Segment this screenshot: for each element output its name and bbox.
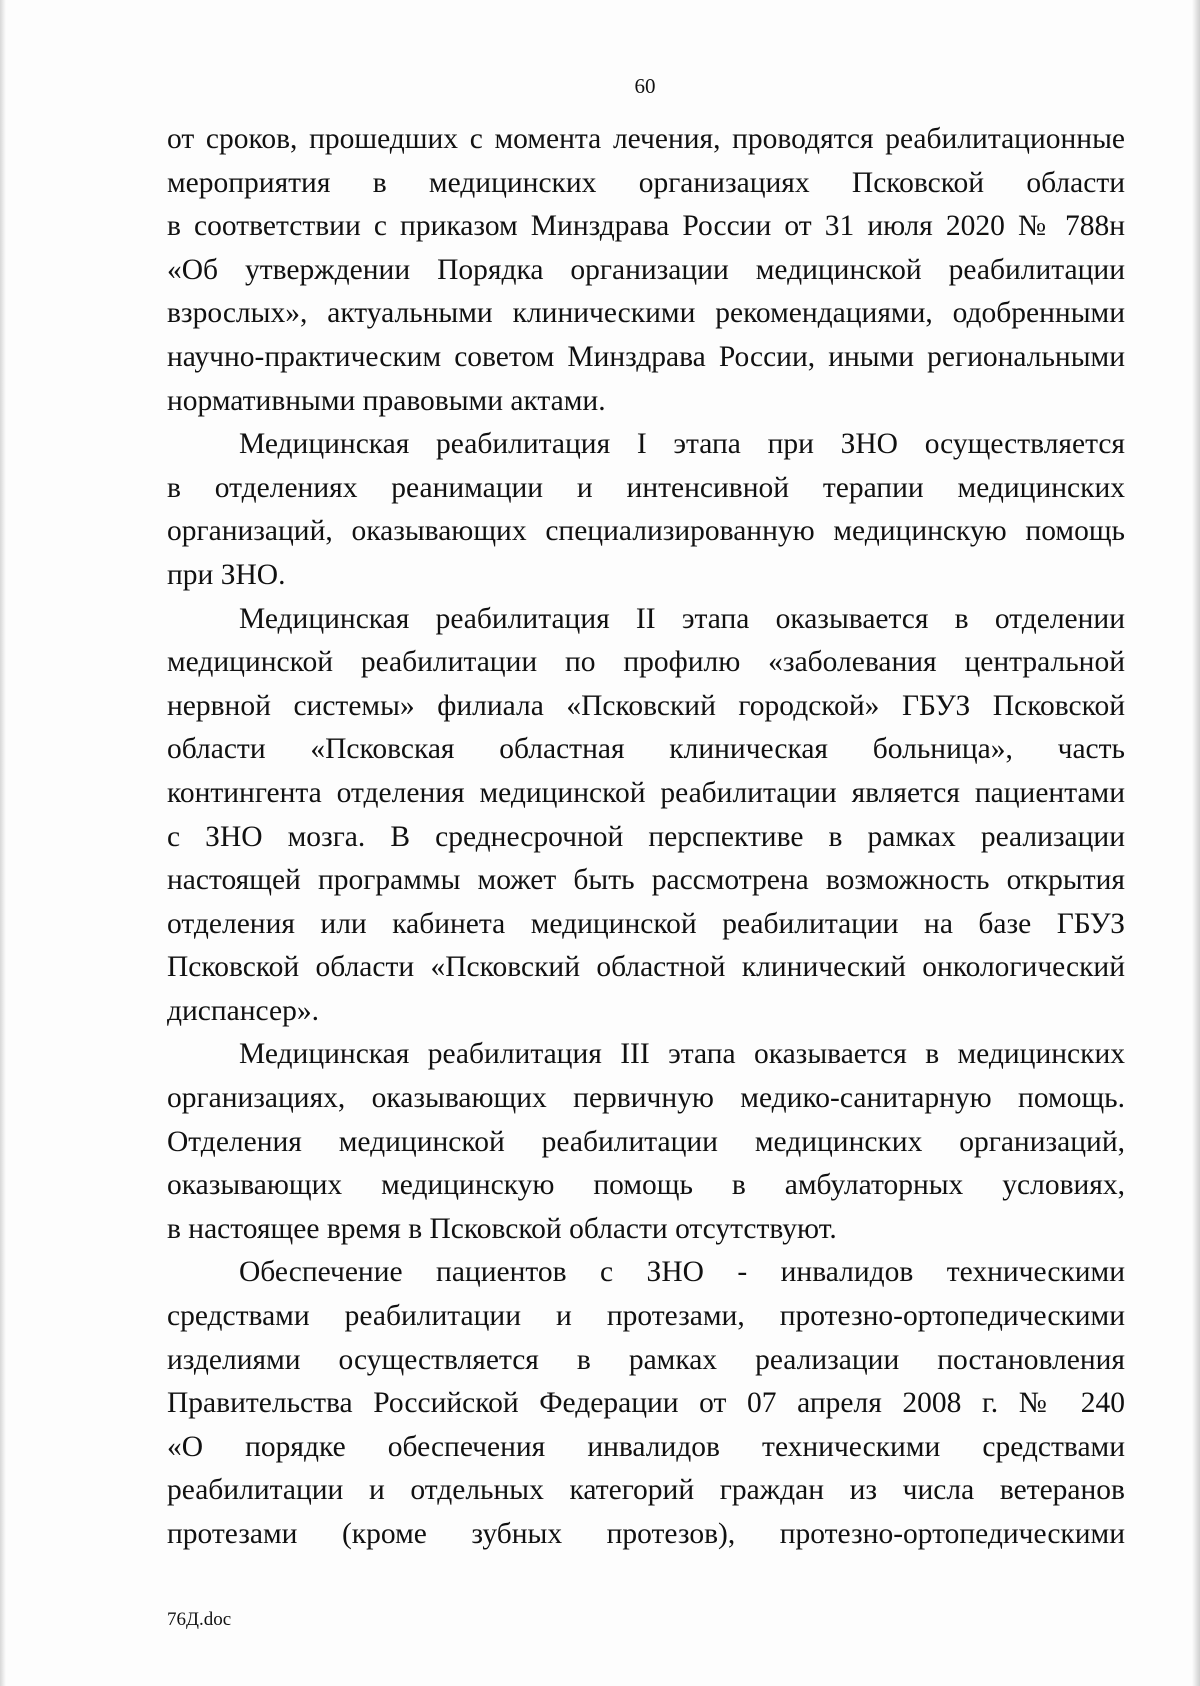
paragraph-line: «Об утверждении Порядка организации медицинской реабилитации <box>167 253 1125 286</box>
scan-edge-right <box>1192 0 1200 1686</box>
paragraph-line: оказывающих медицинскую помощь в амбулаторных условиях, <box>167 1169 1125 1202</box>
page-number: 60 <box>634 74 656 98</box>
paragraph <box>167 423 1125 597</box>
paragraph-line: нервной системы» филиала «Псковский городской» ГБУЗ Псковской <box>167 689 1125 722</box>
footer-file-name: 76Д.doc <box>167 1609 232 1630</box>
paragraph-line: Медицинская реабилитация III этапа оказывается в медицинских <box>239 1038 1125 1071</box>
paragraph-line: Обеспечение пациентов с ЗНО - инвалидов техническими <box>239 1256 1125 1289</box>
paragraph-line: реабилитации и отдельных категорий граждан из числа ветеранов <box>167 1474 1125 1507</box>
paragraph <box>167 118 1125 423</box>
paragraph-line: в настоящее время в Псковской области отсутствуют. <box>167 1212 837 1245</box>
paragraph-line: в соответствии с приказом Минздрава России от 31 июля 2020 № 788н <box>167 210 1125 243</box>
paragraph-line: Медицинская реабилитация I этапа при ЗНО осуществляется <box>239 428 1125 461</box>
paragraph-line: отделения или кабинета медицинской реабилитации на базе ГБУЗ <box>167 907 1125 940</box>
paragraph-line: Отделения медицинской реабилитации медицинских организаций, <box>167 1125 1125 1158</box>
paragraph-line: настоящей программы может быть рассмотрена возможность открытия <box>167 864 1125 897</box>
paragraph-line: средствами реабилитации и протезами, протезно-ортопедическими <box>167 1300 1125 1333</box>
paragraph-line: нормативными правовыми актами. <box>167 384 606 417</box>
paragraph-line: Псковской области «Псковский областной клинический онкологический <box>167 951 1125 984</box>
paragraph <box>167 598 1125 1034</box>
paragraph-line: изделиями осуществляется в рамках реализации постановления <box>167 1343 1125 1376</box>
paragraph-line: с ЗНО мозга. В среднесрочной перспективе в рамках реализации <box>167 820 1125 853</box>
paragraph-line: при ЗНО. <box>167 558 286 591</box>
paragraph-line: взрослых», актуальными клиническими рекомендациями, одобренными <box>167 297 1125 330</box>
scan-edge-left <box>0 0 6 1686</box>
document-body <box>167 118 1125 1557</box>
paragraph-line: контингента отделения медицинской реабилитации является пациентами <box>167 776 1125 809</box>
paragraph-line: протезами (кроме зубных протезов), протезно-ортопедическими <box>167 1518 1125 1550</box>
paragraph-line: «О порядке обеспечения инвалидов техническими средствами <box>167 1430 1125 1463</box>
paragraph-line: от сроков, прошедших с момента лечения, проводятся реабилитационные <box>167 123 1125 155</box>
paragraph-line: Медицинская реабилитация II этапа оказывается в отделении <box>239 602 1125 635</box>
paragraph <box>167 1033 1125 1251</box>
paragraph-line: Правительства Российской Федерации от 07 апреля 2008 г. № 240 <box>167 1387 1125 1420</box>
paragraph-line: организациях, оказывающих первичную медико-санитарную помощь. <box>167 1082 1125 1115</box>
paragraph-line: организаций, оказывающих специализированную медицинскую помощь <box>167 515 1125 548</box>
paragraph-line: в отделениях реанимации и интенсивной терапии медицинских <box>167 471 1125 504</box>
paragraph-line: медицинской реабилитации по профилю «заболевания центральной <box>167 646 1125 679</box>
paragraph-line: научно-практическим советом Минздрава России, иными региональными <box>167 340 1125 373</box>
paragraph-line: области «Псковская областная клиническая больница», часть <box>167 733 1125 766</box>
paragraph <box>167 1251 1125 1556</box>
paragraph-line: мероприятия в медицинских организациях Псковской области <box>167 166 1125 199</box>
paragraph-line: диспансер». <box>167 994 319 1027</box>
